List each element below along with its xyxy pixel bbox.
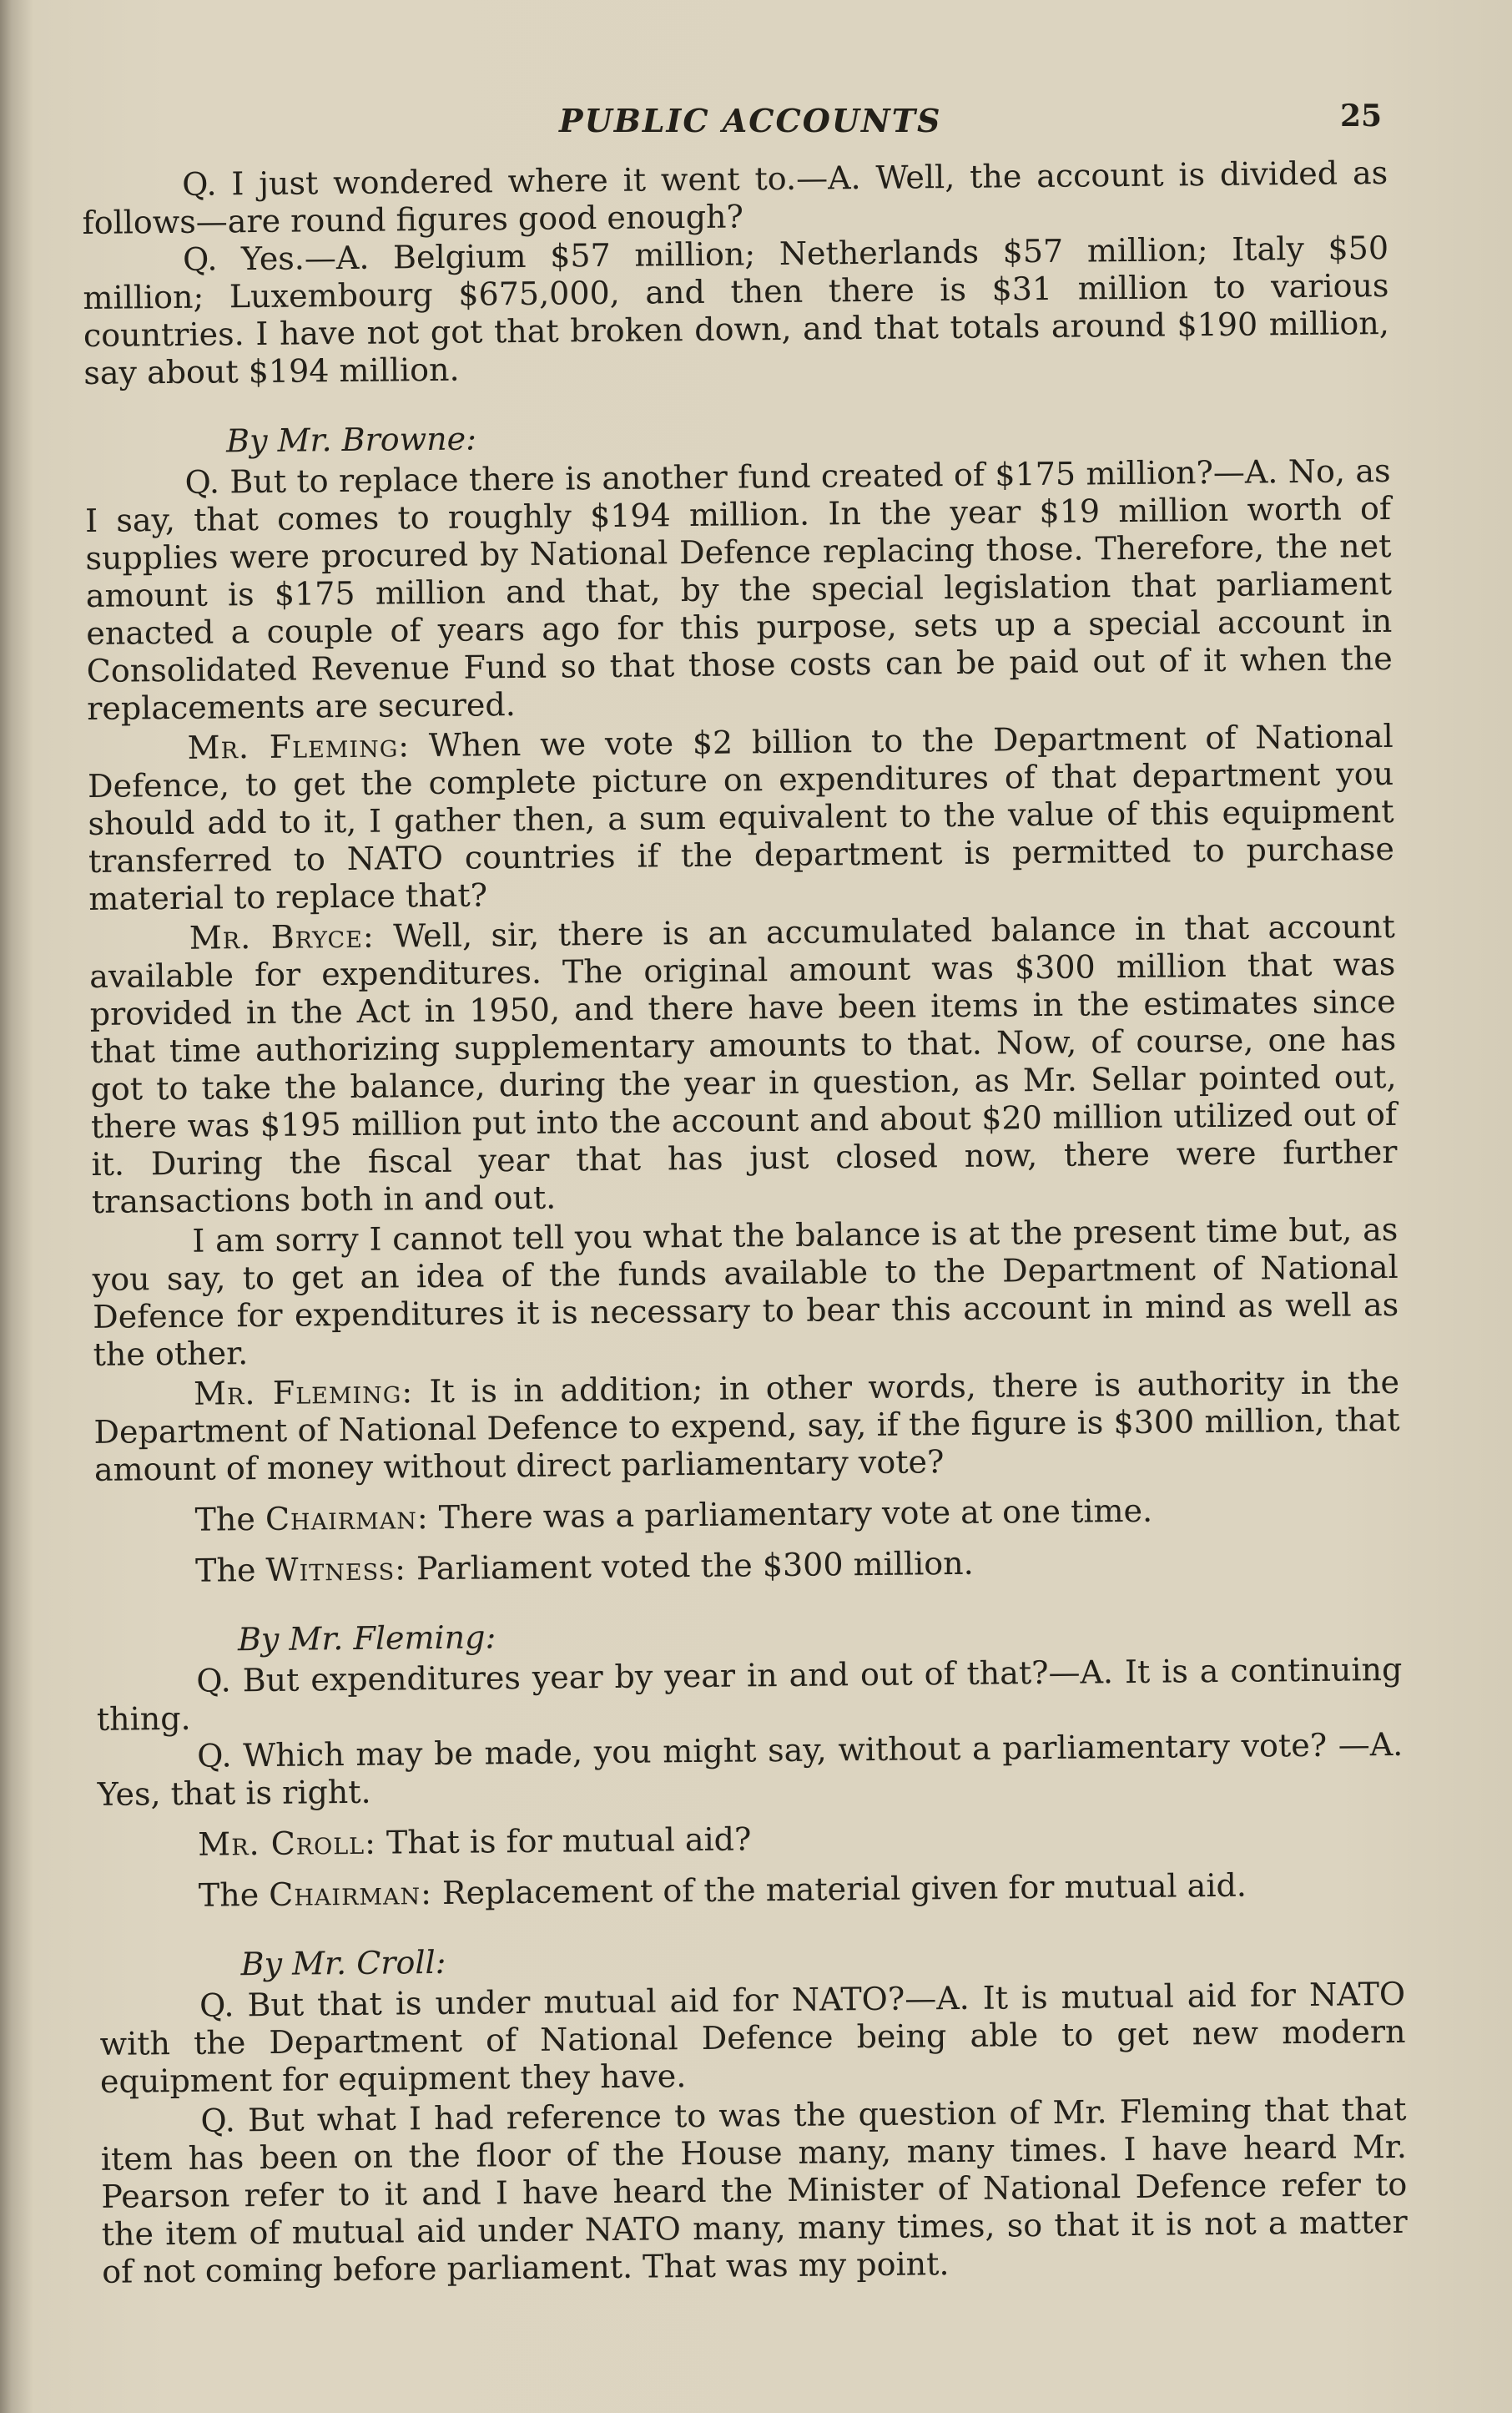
paragraph-bryce-statement	[89, 908, 1398, 1221]
statement-text: It is in addition; in other words, there is authority in the Department of National Defence to expend, say, if the figure is $300 million, that amount of money without direct parliamentary vote?	[93, 1363, 1400, 1488]
speaker-prefix: The	[194, 1552, 256, 1589]
speaker-name: Mr. Fleming:	[193, 1373, 414, 1412]
page-body	[82, 154, 1408, 2294]
speaker-name: Witness:	[265, 1550, 407, 1588]
paragraph-croll-point: Q. But what I had reference to was the question of Mr. Fleming that that item has been on the floor of the House many, many times. I have heard Mr. Pearson refer to it and I have heard the Minister of National Defence refer to the item of mutual aid under NATO many, many times, so that it is not a matter of not coming before parliament. That was my point.	[100, 2090, 1408, 2290]
paragraph-question-1: Q. I just wondered where it went to.—A. Well, the account is divided as follows—are round figures good enough?	[82, 154, 1389, 241]
speaker-prefix: The	[198, 1876, 260, 1914]
paragraph-bryce-continued: I am sorry I cannot tell you what the balance is at the present time but, as you say, to get an idea of the funds available to the Department of National Defence for expenditures it is necessary to bear this account in mind as well as the other.	[92, 1210, 1399, 1373]
speaker-name: Mr. Fleming:	[187, 727, 411, 766]
paragraph-chairman-vote	[94, 1490, 1400, 1540]
speaker-name: Mr. Bryce:	[189, 917, 375, 957]
paragraph-chairman-replacement	[98, 1865, 1404, 1916]
paragraph-mutual-aid: Q. But that is under mutual aid for NATO?—A. It is mutual aid for NATO with the Department of National Defence being able to get new modern equipment for equipment they have.	[99, 1975, 1406, 2100]
page-header	[0, 98, 1512, 152]
paragraph-without-vote: Q. Which may be made, you might say, without a parliamentary vote? —A. Yes, that is right.	[97, 1725, 1404, 1813]
page-number: 25	[1340, 98, 1383, 134]
paragraph-fleming-question	[93, 1364, 1400, 1489]
paragraph-replace-fund: Q. But to replace there is another fund created of $175 million?—A. No, as I say, that comes to roughly $194 million. In the year $19 million worth of supplies were procured by National Defence replacing those. Therefore, the net amount is $175 million and that, by the special legislation that parliament enacted a couple of years ago for this purpose, sets up a special account in Consolidated Revenue Fund so that those costs can be paid out of it when the replacements are secured.	[84, 452, 1393, 727]
statement-text: Parliament voted the $300 million.	[416, 1544, 974, 1588]
paragraph-continuing: Q. But expenditures year by year in and out of that?—A. It is a continuing thing.	[96, 1650, 1403, 1738]
examiner-heading-browne: By Mr. Browne:	[225, 420, 477, 460]
statement-text: That is for mutual aid?	[386, 1820, 752, 1861]
statement-text: Replacement of the material given for mutual aid.	[441, 1866, 1247, 1911]
paragraph-croll-question	[98, 1815, 1404, 1865]
running-head: PUBLIC ACCOUNTS	[559, 102, 942, 139]
paragraph-witness	[95, 1541, 1401, 1591]
speaker-prefix: The	[194, 1501, 256, 1538]
examiner-heading-croll: By Mr. Croll:	[240, 1943, 446, 1983]
speaker-name: Chairman:	[269, 1875, 433, 1913]
speaker-name: Mr. Croll:	[198, 1824, 377, 1863]
paragraph-answer-countries: Q. Yes.—A. Belgium $57 million; Netherlands $57 million; Italy $50 million; Luxembourg $675,000, and then there is $31 million to various countries. I have not got that broken down, and that totals around $190 million, say about $194 million.	[83, 229, 1390, 391]
speaker-name: Chairman:	[265, 1499, 429, 1537]
examiner-heading-fleming: By Mr. Fleming:	[237, 1618, 496, 1658]
statement-text: Well, sir, there is an accumulated balance in that account available for expenditures. The original amount was $300 million that was provided in the Act in 1950, and there have been items in the estimates since that time authorizing supplementary amounts to that. Now, of course, one has got to take the balance, during the year in question, as Mr. Sellar pointed out, there was $195 million put into the account and about $20 million utilized out of it. During the fiscal year that has just closed now, there were further transactions both in and out.	[89, 907, 1398, 1220]
paragraph-fleming-statement	[87, 718, 1394, 918]
statement-text: When we vote $2 billion to the Department of National Defence, to get the complete picture on expenditures of that department you should add to it, I gather then, a sum equivalent to the value of this equipment transferred to NATO countries if the department is permitted to purchase material to replace that?	[87, 717, 1395, 917]
statement-text: There was a parliamentary vote at one time.	[438, 1492, 1153, 1536]
